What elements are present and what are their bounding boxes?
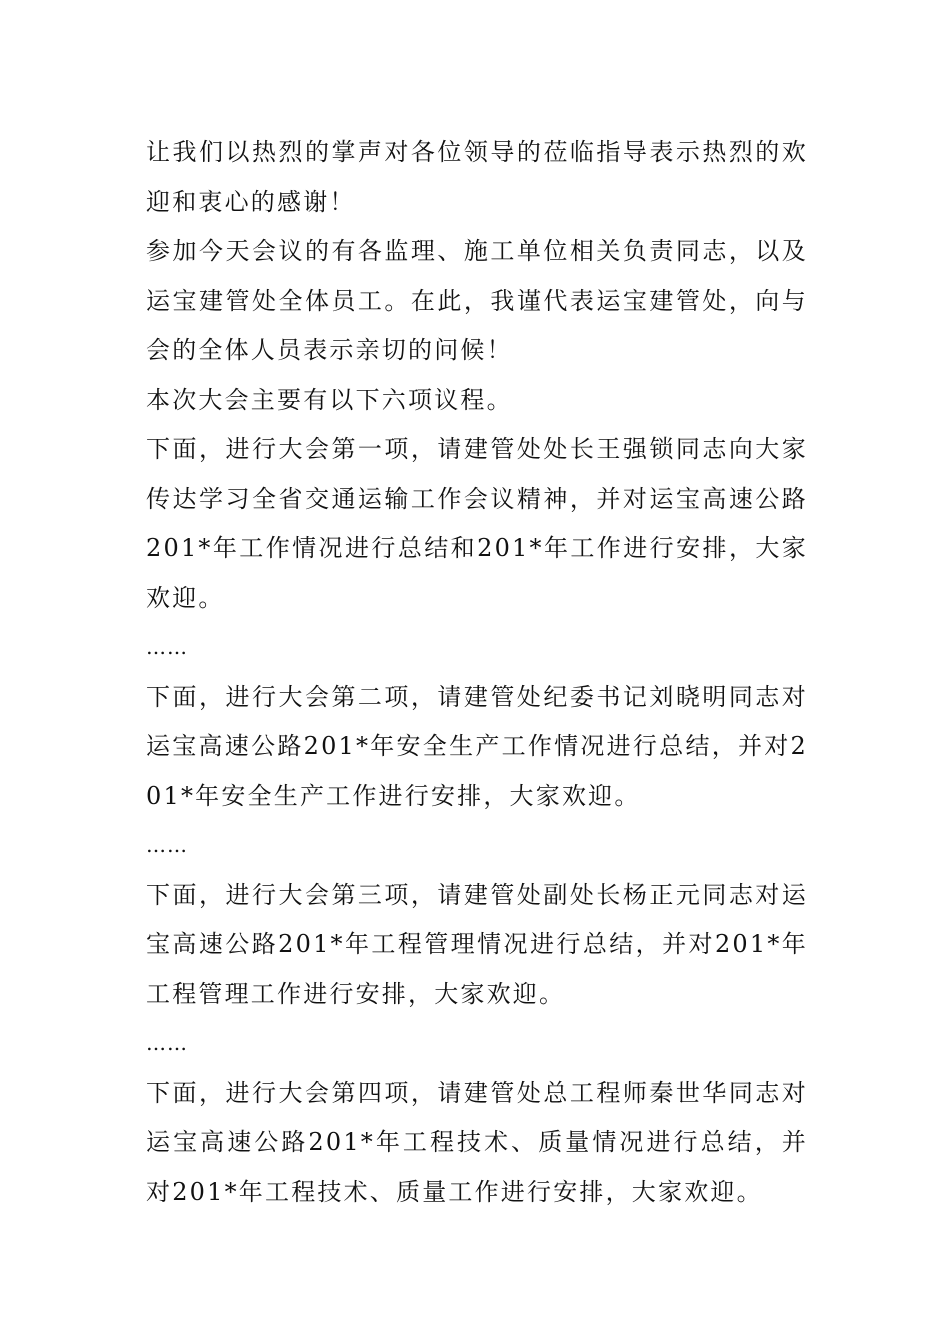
document-body (146, 128, 808, 1217)
paragraph-agenda-item-3: 下面，进行大会第三项，请建管处副处长杨正元同志对运宝高速公路201*年工程管理情况进行总结，并对201*年工程管理工作进行安排，大家欢迎。 (146, 880, 808, 1008)
ellipsis-separator: …… (146, 635, 188, 659)
ellipsis-separator: …… (146, 1031, 188, 1055)
paragraph-agenda-item-2: 下面，进行大会第二项，请建管处纪委书记刘晓明同志对运宝高速公路201*年安全生产工作情况进行总结，并对201*年安全生产工作进行安排，大家欢迎。 (146, 682, 808, 810)
paragraph-attendees: 参加今天会议的有各监理、施工单位相关负责同志，以及运宝建管处全体员工。在此，我谨代表运宝建管处，向与会的全体人员表示亲切的问候！ (146, 237, 808, 364)
paragraph-agenda-item-4: 下面，进行大会第四项，请建管处总工程师秦世华同志对运宝高速公路201*年工程技术、质量情况进行总结，并对201*年工程技术、质量工作进行安排，大家欢迎。 (146, 1078, 808, 1206)
ellipsis-separator: …… (146, 833, 188, 857)
paragraph-welcome: 让我们以热烈的掌声对各位领导的莅临指导表示热烈的欢迎和衷心的感谢！ (146, 138, 808, 216)
paragraph-agenda-item-1: 下面，进行大会第一项，请建管处处长王强锁同志向大家传达学习全省交通运输工作会议精神，并对运宝高速公路201*年工作情况进行总结和201*年工作进行安排，大家欢迎。 (146, 435, 808, 612)
paragraph-agenda-intro: 本次大会主要有以下六项议程。 (146, 385, 513, 414)
